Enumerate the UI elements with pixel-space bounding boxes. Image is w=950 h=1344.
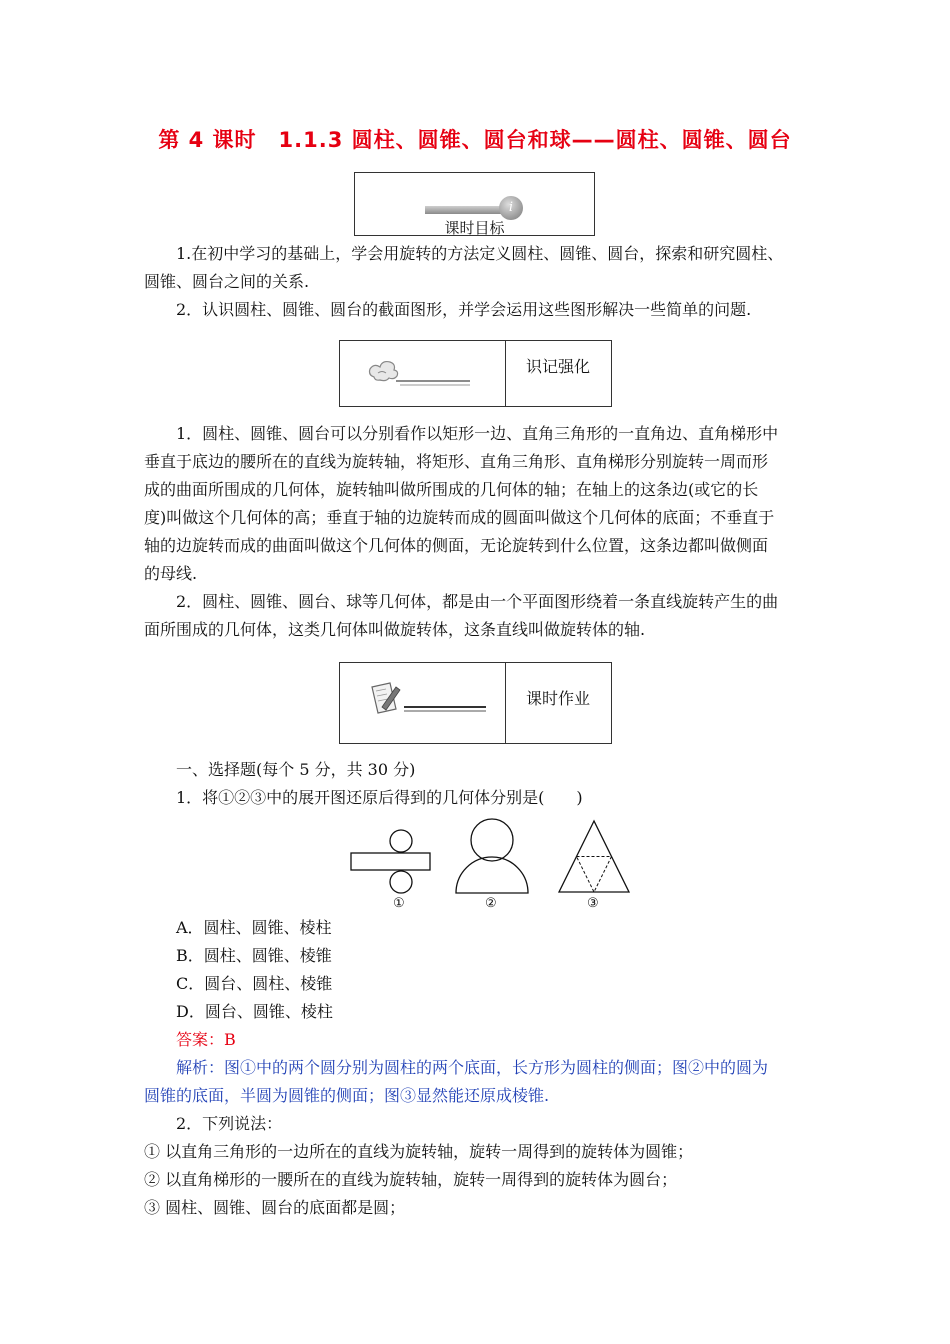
banner-bar-decoration	[425, 206, 505, 214]
option-a: A．圆柱、圆锥、棱柱	[176, 918, 332, 937]
cone-net-figure	[456, 819, 528, 893]
memo-line-7: 2．圆柱、圆锥、圆台、球等几何体，都是由一个平面图形绕着一条直线旋转产生的曲	[176, 592, 779, 611]
analysis-line-1: 解析：图①中的两个圆分别为圆柱的两个底面，长方形为圆柱的侧面；图②中的圆为	[176, 1058, 769, 1077]
memo-line-3: 成的曲面所围成的几何体，旋转轴叫做所围成的几何体的轴；在轴上的这条边(或它的长	[144, 480, 759, 499]
option-c: C．圆台、圆柱、棱锥	[176, 974, 333, 993]
question-2-stem: 2．下列说法：	[176, 1114, 283, 1133]
section-banner-goals	[354, 172, 595, 236]
cloud-icon	[360, 355, 490, 395]
page-title: 第 4 课时 1.1.3 圆柱、圆锥、圆台和球——圆柱、圆锥、圆台	[158, 128, 792, 152]
section-banner-memorize	[339, 340, 612, 407]
banner-decoration-area	[340, 663, 506, 743]
figure-label-3: ③	[587, 896, 599, 911]
section-heading: 一、选择题(每个 5 分，共 30 分)	[176, 760, 416, 779]
option-d: D．圆台、圆锥、棱柱	[176, 1002, 333, 1021]
section-banner-homework	[339, 662, 612, 744]
banner-label: 识记强化	[525, 357, 590, 376]
option-b: B．圆柱、圆锥、棱锥	[176, 946, 332, 965]
pen-paper-icon	[360, 677, 490, 727]
memo-line-1: 1．圆柱、圆锥、圆台可以分别看作以矩形一边、直角三角形的一直角边、直角梯形中	[176, 424, 779, 443]
question-2-item-3: ③ 圆柱、圆锥、圆台的底面都是圆；	[144, 1198, 406, 1217]
banner-label: 课时目标	[444, 219, 505, 237]
figure-label-2: ②	[485, 896, 497, 911]
memo-line-8: 面所围成的几何体，这类几何体叫做旋转体，这条直线叫做旋转体的轴.	[144, 620, 646, 639]
memo-line-6: 的母线.	[144, 564, 198, 583]
answer-text: 答案：B	[176, 1030, 236, 1049]
goal-line-2: 圆锥、圆台之间的关系.	[144, 272, 310, 291]
question-2-item-1: ① 以直角三角形的一边所在的直线为旋转轴，旋转一周得到的旋转体为圆锥；	[144, 1142, 694, 1161]
memo-line-4: 度)叫做这个几何体的高；垂直于轴的边旋转而成的圆面叫做这个几何体的底面；不垂直于	[144, 508, 775, 527]
goal-line-1: 1.在初中学习的基础上，学会用旋转的方法定义圆柱、圆锥、圆台，探索和研究圆柱、	[176, 244, 784, 263]
question-1-stem: 1．将①②③中的展开图还原后得到的几何体分别是( )	[176, 788, 583, 807]
banner-decoration-area	[340, 341, 506, 406]
banner-label: 课时作业	[525, 689, 590, 708]
memo-line-2: 垂直于底边的腰所在的直线为旋转轴，将矩形、直角三角形、直角梯形分别旋转一周而形	[144, 452, 769, 471]
goal-line-3: 2．认识圆柱、圆锥、圆台的截面图形，并学会运用这些图形解决一些简单的问题.	[176, 300, 752, 319]
pyramid-net-figure	[559, 821, 629, 892]
info-icon: i	[499, 196, 523, 220]
memo-line-5: 轴的边旋转而成的曲面叫做这个几何体的侧面，无论旋转到什么位置，这条边都叫做侧面	[144, 536, 769, 555]
cylinder-net-figure	[351, 830, 430, 893]
figure-label-1: ①	[393, 896, 405, 911]
question-2-item-2: ② 以直角梯形的一腰所在的直线为旋转轴，旋转一周得到的旋转体为圆台；	[144, 1170, 678, 1189]
analysis-line-2: 圆锥的底面，半圆为圆锥的侧面；图③显然能还原成棱锥.	[144, 1086, 550, 1105]
